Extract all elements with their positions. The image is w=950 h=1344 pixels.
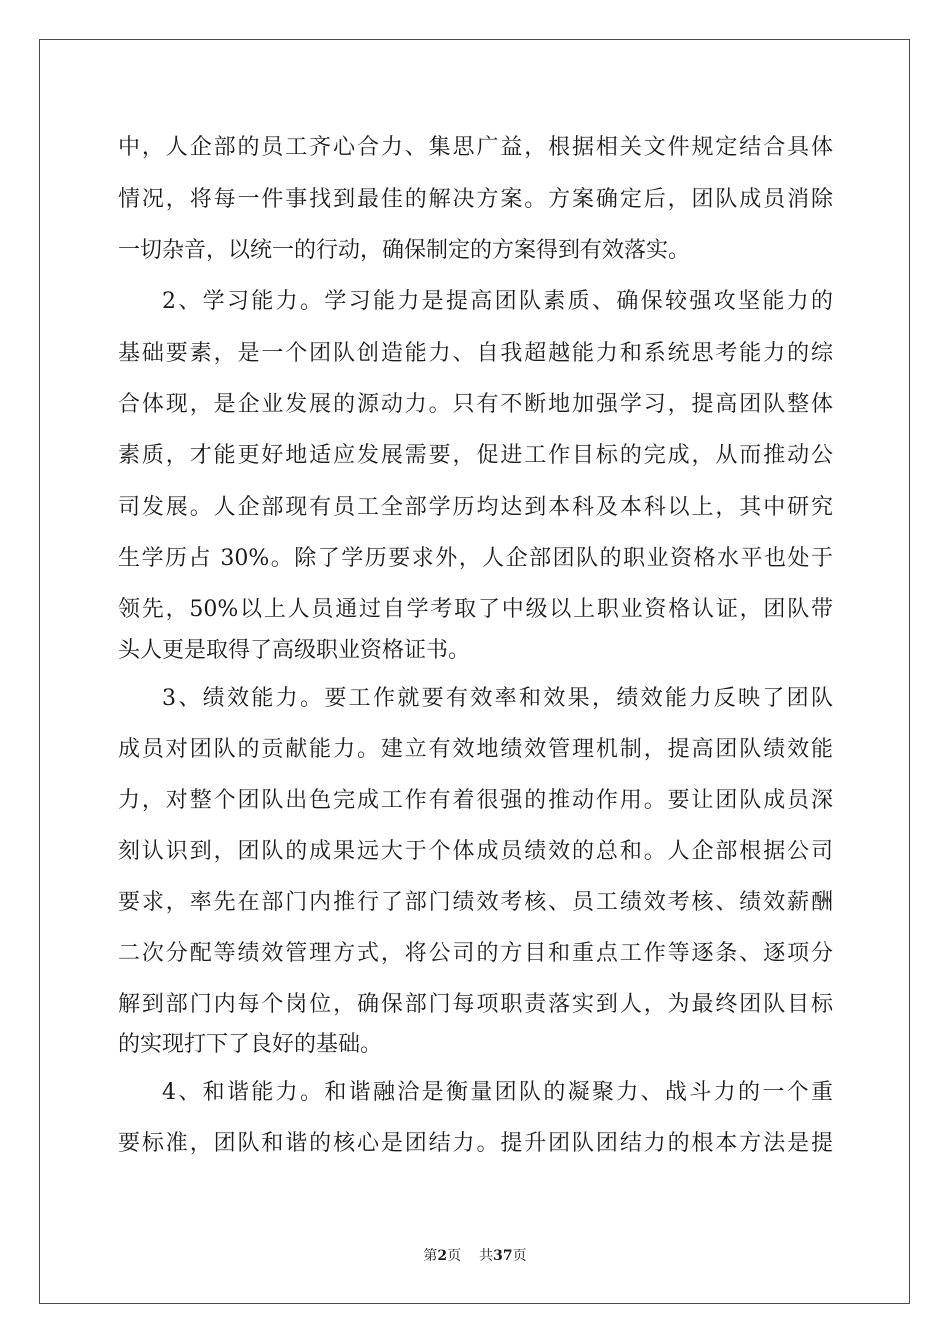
text-line: 的实现打下了良好的基础。 [118,1032,383,1057]
text-line: 一切杂音，以统一的行动，确保制定的方案得到有效落实。 [118,238,691,263]
page-prefix: 第 [423,1248,438,1264]
text-line: 基础要素，是一个团队创造能力、自我超越能力和系统思考能力的综 [118,341,833,366]
text-line: 力，对整个团队出色完成工作有着很强的推动作用。要让团队成员深 [118,788,833,813]
text-line: 要标准，团队和谐的核心是团结力。提升团队团结力的根本方法是提 [118,1131,833,1156]
page-suffix: 页 [447,1248,462,1264]
text-line: 中，人企部的员工齐心合力、集思广益，根据相关文件规定结合具体 [118,135,833,160]
text-line: 领先，50%以上人员通过自学考取了中级以上职业资格认证，团队带 [118,597,833,622]
text-line: 成员对团队的贡献能力。建立有效地绩效管理机制，提高团队绩效能 [118,737,833,762]
text-line: 头人更是取得了高级职业资格证书。 [118,638,471,663]
total-suffix: 页 [512,1248,527,1264]
text-line: 素质，才能更好地适应发展需要，促进工作目标的完成，从而推动公 [118,443,833,468]
text-line: 生学历占 30%。除了学历要求外，人企部团队的职业资格水平也处于 [118,546,833,571]
total-pages: 37 [493,1248,513,1264]
paragraph-heading-line: 3、绩效能力。要工作就要有效率和效果，绩效能力反映了团队 [162,686,833,711]
text-line: 刻认识到，团队的成果远大于个体成员绩效的总和。人企部根据公司 [118,839,833,864]
text-line: 合体现，是企业发展的源动力。只有不断地加强学习，提高团队整体 [118,392,833,417]
page-number: 2 [437,1248,448,1264]
paragraph-heading-line: 4、和谐能力。和谐融洽是衡量团队的凝聚力、战斗力的一个重 [162,1080,833,1105]
page-border [39,39,910,1304]
text-line: 二次分配等绩效管理方式，将公司的方目和重点工作等逐条、逐项分 [118,941,833,966]
text-line: 情况，将每一件事找到最佳的解决方案。方案确定后，团队成员消除 [118,187,833,212]
total-prefix: 共 [479,1248,494,1264]
text-line: 要求，率先在部门内推行了部门绩效考核、员工绩效考核、绩效薪酬 [118,890,833,915]
text-line: 司发展。人企部现有员工全部学历均达到本科及本科以上，其中研究 [118,495,833,520]
text-line: 解到部门内每个岗位，确保部门每项职责落实到人，为最终团队目标 [118,992,833,1017]
paragraph-heading-line: 2、学习能力。学习能力是提高团队素质、确保较强攻坚能力的 [162,289,833,314]
page-footer [0,1246,950,1266]
